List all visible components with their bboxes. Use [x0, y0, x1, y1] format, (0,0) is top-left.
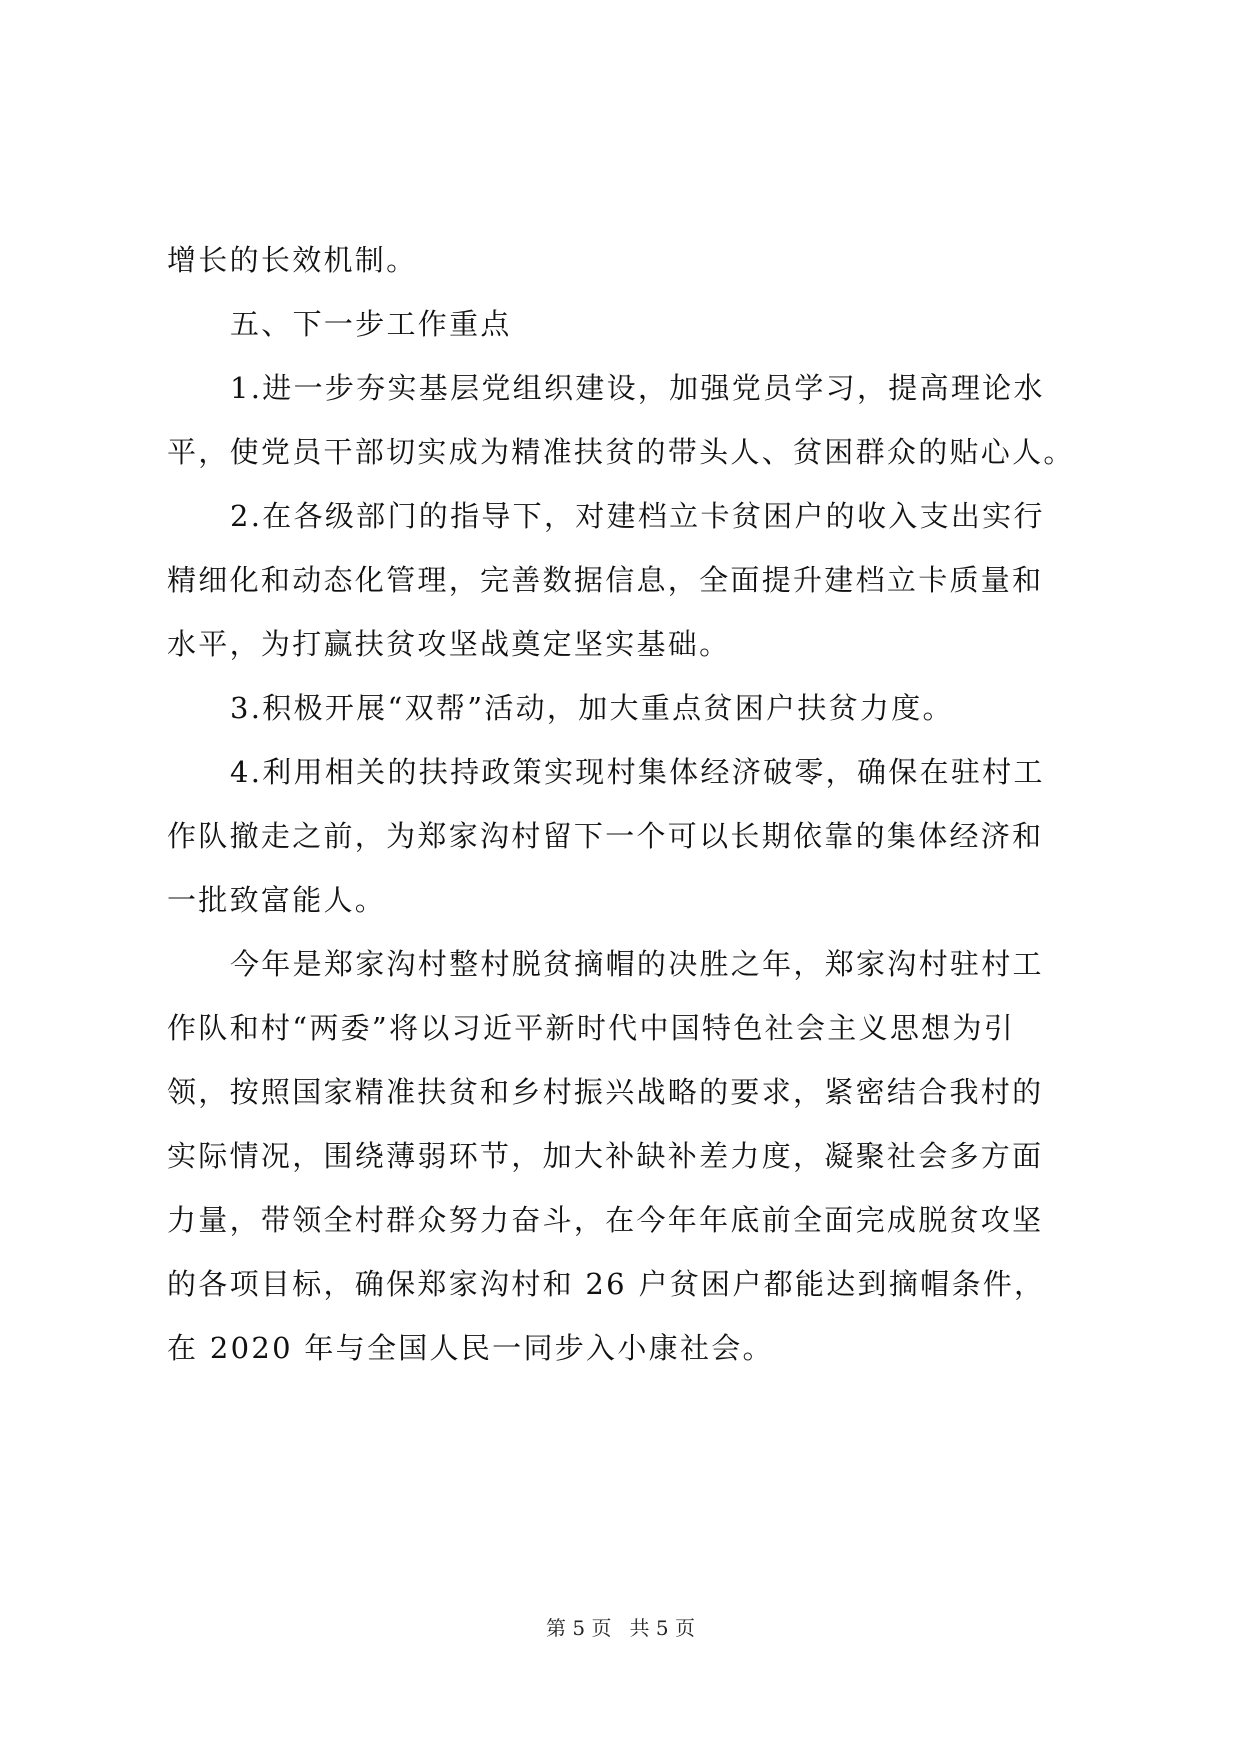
text-line: 1.进一步夯实基层党组织建设，加强党员学习，提高理论水	[230, 371, 1045, 405]
text-line: 精细化和动态化管理，完善数据信息，全面提升建档立卡质量和	[167, 563, 1044, 597]
text-line: 的各项目标，确保郑家沟村和 26 户贫困户都能达到摘帽条件，	[167, 1267, 1046, 1301]
section-heading: 五、下一步工作重点	[230, 307, 512, 341]
page-footer	[0, 1614, 1241, 1642]
page-total: 共 5 页	[629, 1616, 695, 1640]
document-body	[167, 228, 1073, 1380]
text-line: 作队撤走之前，为郑家沟村留下一个可以长期依靠的集体经济和	[167, 819, 1044, 853]
text-line: 一批致富能人。	[167, 883, 387, 917]
text-line: 作队和村“两委”将以习近平新时代中国特色社会主义思想为引	[167, 1011, 1016, 1045]
text-line: 4.利用相关的扶持政策实现村集体经济破零，确保在驻村工	[230, 755, 1045, 789]
text-line: 实际情况，围绕薄弱环节，加大补缺补差力度，凝聚社会多方面	[167, 1139, 1044, 1173]
text-line: 今年是郑家沟村整村脱贫摘帽的决胜之年，郑家沟村驻村工	[230, 947, 1044, 981]
text-line: 平，使党员干部切实成为精准扶贫的带头人、贫困群众的贴心人。	[167, 435, 1075, 469]
page-number: 第 5 页	[546, 1616, 612, 1640]
text-line: 增长的长效机制。	[167, 243, 418, 277]
text-line: 3.积极开展“双帮”活动，加大重点贫困户扶贫力度。	[230, 691, 954, 725]
text-line: 水平，为打赢扶贫攻坚战奠定坚实基础。	[167, 627, 731, 661]
text-line: 在 2020 年与全国人民一同步入小康社会。	[167, 1331, 774, 1365]
text-line: 2.在各级部门的指导下，对建档立卡贫困户的收入支出实行	[230, 499, 1045, 533]
text-line: 力量，带领全村群众努力奋斗，在今年年底前全面完成脱贫攻坚	[167, 1203, 1044, 1237]
text-line: 领，按照国家精准扶贫和乡村振兴战略的要求，紧密结合我村的	[167, 1075, 1044, 1109]
